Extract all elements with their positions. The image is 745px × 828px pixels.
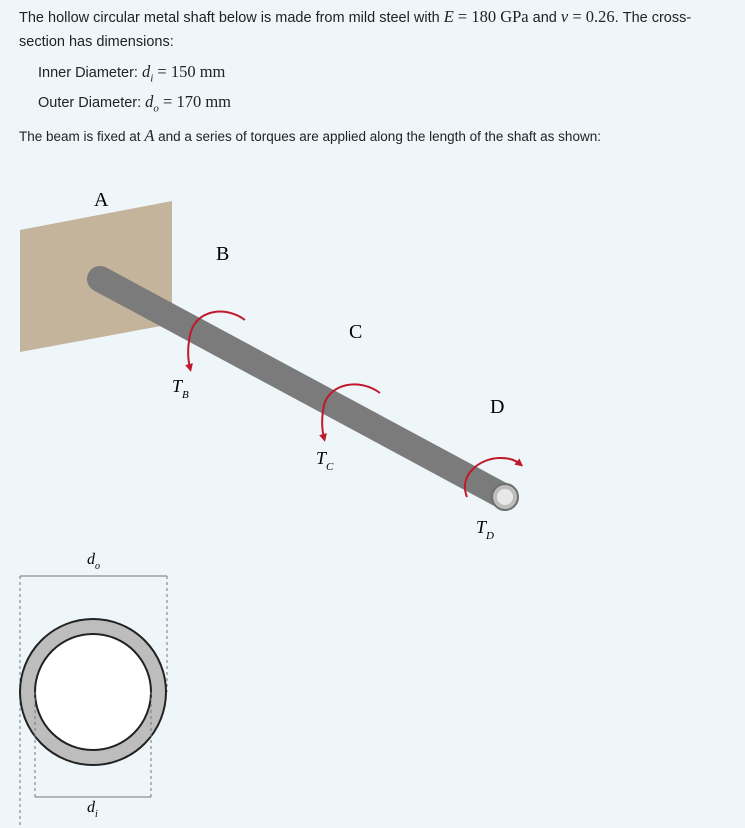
youngs-modulus-value: = 180 GPa — [453, 7, 529, 26]
support-text-2: and a series of torques are applied along the length of the shaft as shown: — [154, 129, 601, 144]
dimension-list — [38, 60, 231, 121]
inner-diameter-symbol: d — [141, 62, 151, 81]
outer-diameter-label-subscript: o — [95, 561, 100, 572]
outer-diameter-symbol: d — [145, 92, 154, 112]
problem-statement — [19, 5, 729, 54]
outer-diameter-label: Outer Diameter: — [38, 95, 146, 112]
youngs-modulus — [444, 7, 529, 26]
torque-c-subscript: C — [326, 461, 334, 473]
outer-diameter-line — [38, 90, 231, 120]
youngs-modulus-symbol: E — [443, 7, 454, 26]
outer-diameter-formula — [145, 92, 232, 115]
poisson-ratio-symbol: ν — [560, 7, 569, 26]
inner-diameter-line — [38, 60, 231, 90]
torque-d-label — [476, 517, 494, 542]
inner-diameter-formula — [141, 62, 226, 85]
torque-b-label — [172, 376, 189, 401]
poisson-ratio — [561, 7, 615, 26]
shaft-diagram — [0, 165, 745, 545]
inner-diameter-label-symbol: d — [87, 799, 95, 816]
point-d-label: D — [490, 396, 505, 418]
inner-diameter-label — [87, 799, 98, 820]
outer-diameter-subscript: o — [153, 102, 159, 115]
shaft-bore — [497, 489, 513, 505]
inner-diameter-label-subscript: i — [95, 809, 98, 820]
inner-diameter-value: = 150 mm — [153, 62, 226, 81]
point-b-label: B — [216, 243, 230, 265]
point-a-label: A — [94, 189, 109, 211]
inner-bore — [35, 634, 151, 750]
inner-diameter-subscript: i — [150, 72, 154, 85]
intro-and: and — [528, 10, 561, 26]
outer-diameter-label — [87, 551, 100, 572]
shaft — [100, 279, 505, 497]
support-statement — [19, 124, 601, 149]
support-point: A — [144, 126, 155, 145]
torque-c-label — [316, 448, 334, 473]
torque-d-symbol: T — [476, 517, 487, 537]
intro-text-2: . The cross-section has dimensions: — [19, 10, 692, 50]
point-c-label: C — [349, 321, 363, 343]
outer-diameter-label-symbol: d — [87, 551, 95, 568]
poisson-ratio-value: = 0.26 — [568, 7, 615, 26]
support-text-1: The beam is fixed at — [19, 129, 145, 144]
torque-b-subscript: B — [182, 389, 189, 401]
cross-section-diagram — [0, 540, 745, 828]
torque-d-subscript: D — [486, 530, 494, 542]
inner-diameter-label: Inner Diameter: — [38, 65, 142, 81]
torque-b-symbol: T — [172, 376, 183, 396]
torque-c-symbol: T — [316, 448, 327, 468]
intro-text-1: The hollow circular metal shaft below is made from mild steel with — [19, 10, 444, 26]
outer-diameter-value: = 170 mm — [158, 92, 232, 112]
